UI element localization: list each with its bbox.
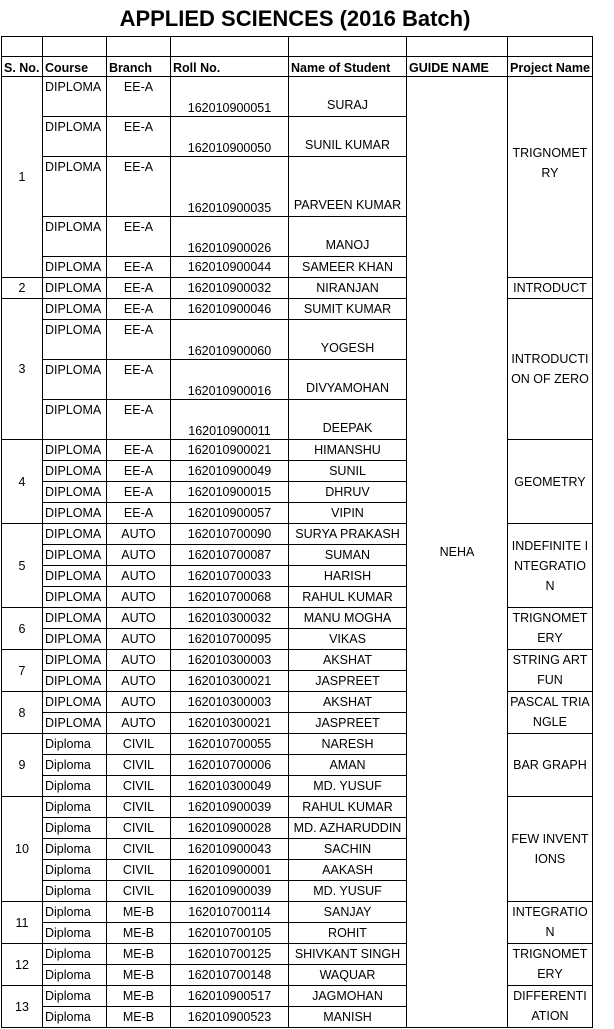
course-cell: DIPLOMA (43, 545, 107, 566)
branch-cell: EE-A (107, 503, 171, 524)
roll-number-cell: 162010700006 (171, 755, 289, 776)
branch-cell: AUTO (107, 524, 171, 545)
branch-cell: AUTO (107, 650, 171, 671)
roll-number-cell: 162010700055 (171, 734, 289, 755)
branch-cell: EE-A (107, 400, 171, 440)
roll-number-cell: 162010900050 (171, 117, 289, 157)
student-name-cell: NARESH (289, 734, 407, 755)
course-cell: Diploma (43, 839, 107, 860)
student-name-cell: YOGESH (289, 320, 407, 360)
roll-number-cell: 162010900046 (171, 299, 289, 320)
course-cell: DIPLOMA (43, 461, 107, 482)
roll-number-cell: 162010900060 (171, 320, 289, 360)
serial-number: 2 (2, 278, 43, 299)
project-name-cell: TRIGNOMETERY (508, 944, 593, 986)
branch-cell: EE-A (107, 482, 171, 503)
serial-number: 3 (2, 299, 43, 440)
roll-number-cell: 162010900001 (171, 860, 289, 881)
branch-cell: AUTO (107, 608, 171, 629)
serial-number: 13 (2, 986, 43, 1028)
roll-number-cell: 162010900016 (171, 360, 289, 400)
serial-number: 8 (2, 692, 43, 734)
course-cell: DIPLOMA (43, 692, 107, 713)
branch-cell: EE-A (107, 217, 171, 257)
project-name-cell: TRIGNOMETERY (508, 608, 593, 650)
course-cell: Diploma (43, 776, 107, 797)
student-name-cell: SUMIT KUMAR (289, 299, 407, 320)
branch-cell: ME-B (107, 902, 171, 923)
course-cell: DIPLOMA (43, 257, 107, 278)
student-name-cell: HIMANSHU (289, 440, 407, 461)
header-sno: S. No. (2, 57, 43, 77)
branch-cell: CIVIL (107, 818, 171, 839)
student-name-cell: MD. YUSUF (289, 881, 407, 902)
roll-number-cell: 162010900015 (171, 482, 289, 503)
roll-number-cell: 162010700033 (171, 566, 289, 587)
roll-number-cell: 162010300049 (171, 776, 289, 797)
student-name-cell: ROHIT (289, 923, 407, 944)
branch-cell: EE-A (107, 278, 171, 299)
roll-number-cell: 162010900026 (171, 217, 289, 257)
roll-number-cell: 162010900032 (171, 278, 289, 299)
student-name-cell: HARISH (289, 566, 407, 587)
roll-number-cell: 162010900057 (171, 503, 289, 524)
course-cell: Diploma (43, 860, 107, 881)
serial-number: 1 (2, 77, 43, 278)
header-branch: Branch (107, 57, 171, 77)
student-name-cell: MANU MOGHA (289, 608, 407, 629)
branch-cell: ME-B (107, 986, 171, 1007)
project-name-cell: TRIGNOMETRY (508, 77, 593, 278)
serial-number: 4 (2, 440, 43, 524)
header-name: Name of Student (289, 57, 407, 77)
student-name-cell: MD. AZHARUDDIN (289, 818, 407, 839)
branch-cell: AUTO (107, 713, 171, 734)
branch-cell: CIVIL (107, 776, 171, 797)
header-course: Course (43, 57, 107, 77)
branch-cell: CIVIL (107, 797, 171, 818)
serial-number: 7 (2, 650, 43, 692)
header-guide: GUIDE NAME (407, 57, 508, 77)
project-name-cell: STRING ART FUN (508, 650, 593, 692)
project-name-cell: PASCAL TRIANGLE (508, 692, 593, 734)
page-title: APPLIED SCIENCES (2016 Batch) (119, 6, 471, 31)
branch-cell: EE-A (107, 299, 171, 320)
course-cell: Diploma (43, 818, 107, 839)
branch-cell: EE-A (107, 77, 171, 117)
roll-number-cell: 162010900044 (171, 257, 289, 278)
header-project: Project Name (508, 57, 593, 77)
student-name-cell: RAHUL KUMAR (289, 587, 407, 608)
project-name-cell: DIFFERENTIATION (508, 986, 593, 1028)
branch-cell: CIVIL (107, 881, 171, 902)
project-name-cell: FEW INVENTIONS (508, 797, 593, 902)
course-cell: DIPLOMA (43, 713, 107, 734)
course-cell: DIPLOMA (43, 117, 107, 157)
student-name-cell: SURYA PRAKASH (289, 524, 407, 545)
roll-number-cell: 162010900021 (171, 440, 289, 461)
course-cell: DIPLOMA (43, 650, 107, 671)
branch-cell: AUTO (107, 545, 171, 566)
branch-cell: EE-A (107, 257, 171, 278)
serial-number: 5 (2, 524, 43, 608)
roll-number-cell: 162010700090 (171, 524, 289, 545)
course-cell: Diploma (43, 755, 107, 776)
course-cell: DIPLOMA (43, 299, 107, 320)
student-name-cell: PARVEEN KUMAR (289, 157, 407, 217)
student-name-cell: MANOJ (289, 217, 407, 257)
roll-number-cell: 162010700095 (171, 629, 289, 650)
serial-number: 9 (2, 734, 43, 797)
project-name-cell: INTRODUCTION OF ZERO (508, 299, 593, 440)
student-name-cell: SANJAY (289, 902, 407, 923)
project-name-cell: INDEFINITE INTEGRATION (508, 524, 593, 608)
branch-cell: EE-A (107, 117, 171, 157)
course-cell: Diploma (43, 944, 107, 965)
course-cell: DIPLOMA (43, 503, 107, 524)
header-row (2, 57, 593, 77)
branch-cell: EE-A (107, 360, 171, 400)
branch-cell: EE-A (107, 440, 171, 461)
roll-number-cell: 162010700068 (171, 587, 289, 608)
branch-cell: ME-B (107, 965, 171, 986)
course-cell: DIPLOMA (43, 587, 107, 608)
student-name-cell: WAQUAR (289, 965, 407, 986)
branch-cell: AUTO (107, 566, 171, 587)
roll-number-cell: 162010900517 (171, 986, 289, 1007)
roll-number-cell: 162010700087 (171, 545, 289, 566)
course-cell: DIPLOMA (43, 278, 107, 299)
course-cell: DIPLOMA (43, 671, 107, 692)
roll-number-cell: 162010700114 (171, 902, 289, 923)
table-row (2, 77, 593, 117)
project-name-cell: GEOMETRY (508, 440, 593, 524)
student-name-cell: DEEPAK (289, 400, 407, 440)
roll-number-cell: 162010900049 (171, 461, 289, 482)
branch-cell: CIVIL (107, 860, 171, 881)
serial-number: 10 (2, 797, 43, 902)
student-name-cell: JASPREET (289, 713, 407, 734)
student-name-cell: AMAN (289, 755, 407, 776)
student-name-cell: SAMEER KHAN (289, 257, 407, 278)
branch-cell: EE-A (107, 461, 171, 482)
course-cell: DIPLOMA (43, 360, 107, 400)
branch-cell: ME-B (107, 923, 171, 944)
roll-number-cell: 162010900523 (171, 1007, 289, 1028)
student-name-cell: SHIVKANT SINGH (289, 944, 407, 965)
course-cell: DIPLOMA (43, 217, 107, 257)
branch-cell: AUTO (107, 587, 171, 608)
course-cell: Diploma (43, 986, 107, 1007)
serial-number: 11 (2, 902, 43, 944)
guide-name-cell: NEHA (407, 77, 508, 1028)
branch-cell: ME-B (107, 944, 171, 965)
project-name-cell: BAR GRAPH (508, 734, 593, 797)
branch-cell: AUTO (107, 629, 171, 650)
course-cell: DIPLOMA (43, 566, 107, 587)
branch-cell: AUTO (107, 671, 171, 692)
blank-header-row (2, 37, 593, 57)
roll-number-cell: 162010900043 (171, 839, 289, 860)
student-name-cell: SACHIN (289, 839, 407, 860)
roll-number-cell: 162010300021 (171, 671, 289, 692)
roll-number-cell: 162010900039 (171, 881, 289, 902)
roll-number-cell: 162010700105 (171, 923, 289, 944)
course-cell: DIPLOMA (43, 77, 107, 117)
student-name-cell: AAKASH (289, 860, 407, 881)
student-name-cell: RAHUL KUMAR (289, 797, 407, 818)
student-name-cell: MANISH (289, 1007, 407, 1028)
course-cell: Diploma (43, 881, 107, 902)
roll-number-cell: 162010300003 (171, 692, 289, 713)
roll-number-cell: 162010700125 (171, 944, 289, 965)
student-name-cell: AKSHAT (289, 692, 407, 713)
course-cell: DIPLOMA (43, 608, 107, 629)
student-name-cell: JAGMOHAN (289, 986, 407, 1007)
roll-number-cell: 162010300032 (171, 608, 289, 629)
roll-number-cell: 162010700148 (171, 965, 289, 986)
student-name-cell: AKSHAT (289, 650, 407, 671)
roll-number-cell: 162010900039 (171, 797, 289, 818)
branch-cell: EE-A (107, 320, 171, 360)
serial-number: 6 (2, 608, 43, 650)
student-name-cell: SUNIL (289, 461, 407, 482)
roll-number-cell: 162010900035 (171, 157, 289, 217)
roll-number-cell: 162010900051 (171, 77, 289, 117)
student-name-cell: MD. YUSUF (289, 776, 407, 797)
student-name-cell: NIRANJAN (289, 278, 407, 299)
course-cell: Diploma (43, 923, 107, 944)
course-cell: DIPLOMA (43, 524, 107, 545)
branch-cell: EE-A (107, 157, 171, 217)
student-name-cell: VIKAS (289, 629, 407, 650)
branch-cell: CIVIL (107, 839, 171, 860)
project-name-cell: INTRODUCT (508, 278, 593, 299)
roll-number-cell: 162010900011 (171, 400, 289, 440)
course-cell: DIPLOMA (43, 482, 107, 503)
project-name-cell: INTEGRATION (508, 902, 593, 944)
student-name-cell: SURAJ (289, 77, 407, 117)
course-cell: DIPLOMA (43, 400, 107, 440)
course-cell: Diploma (43, 734, 107, 755)
student-name-cell: SUMAN (289, 545, 407, 566)
student-name-cell: DIVYAMOHAN (289, 360, 407, 400)
header-roll: Roll No. (171, 57, 289, 77)
branch-cell: AUTO (107, 692, 171, 713)
roll-number-cell: 162010300003 (171, 650, 289, 671)
branch-cell: ME-B (107, 1007, 171, 1028)
roll-number-cell: 162010900028 (171, 818, 289, 839)
course-cell: DIPLOMA (43, 629, 107, 650)
student-name-cell: DHRUV (289, 482, 407, 503)
branch-cell: CIVIL (107, 734, 171, 755)
project-table (1, 36, 593, 1028)
course-cell: Diploma (43, 797, 107, 818)
course-cell: DIPLOMA (43, 157, 107, 217)
course-cell: DIPLOMA (43, 320, 107, 360)
serial-number: 12 (2, 944, 43, 986)
student-name-cell: JASPREET (289, 671, 407, 692)
course-cell: Diploma (43, 902, 107, 923)
course-cell: DIPLOMA (43, 440, 107, 461)
student-name-cell: VIPIN (289, 503, 407, 524)
branch-cell: CIVIL (107, 755, 171, 776)
student-name-cell: SUNIL KUMAR (289, 117, 407, 157)
course-cell: Diploma (43, 965, 107, 986)
roll-number-cell: 162010300021 (171, 713, 289, 734)
course-cell: Diploma (43, 1007, 107, 1028)
